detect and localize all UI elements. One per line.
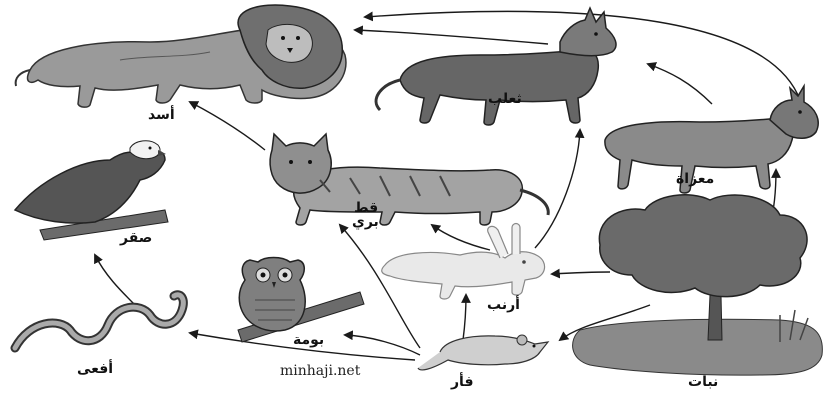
label-lion: أسد <box>148 107 175 123</box>
arrow-plant-to-rabbit <box>552 272 610 274</box>
arrow-mouse-to-owl <box>345 335 420 355</box>
label-goat: معزاة <box>676 171 715 187</box>
arrow-mouse-to-wildcat <box>340 225 420 348</box>
label-wildcat-line2: بري <box>352 214 379 230</box>
snake-icon <box>15 295 183 348</box>
rabbit-icon <box>382 224 545 300</box>
label-eagle: صقر <box>120 230 153 246</box>
wildcat-icon <box>270 134 548 225</box>
arrow-goat-to-fox <box>648 64 712 104</box>
label-owl: بومة <box>293 332 325 348</box>
lion-icon <box>16 5 346 107</box>
fox-icon <box>376 8 616 125</box>
label-wildcat-line1: قط <box>354 200 379 216</box>
tree-icon <box>573 195 823 375</box>
arrow-rabbit-to-fox <box>535 130 580 248</box>
mouse-icon <box>418 335 548 370</box>
label-mouse: فأر <box>451 374 474 390</box>
owl-icon <box>238 258 364 343</box>
arrow-mouse-to-rabbit <box>463 295 466 340</box>
arrow-snake-to-eagle <box>95 255 135 305</box>
label-rabbit: أرنب <box>487 297 520 313</box>
label-plant: نبات <box>688 374 719 390</box>
eagle-icon <box>15 141 168 240</box>
label-fox: ثعلب <box>488 91 522 107</box>
arrow-rabbit-to-wildcat <box>432 225 490 250</box>
watermark-text: minhaji.net <box>280 363 361 379</box>
arrow-fox-to-lion <box>355 30 548 44</box>
label-snake: أفعى <box>77 361 114 377</box>
arrow-wildcat-to-lion <box>190 102 265 150</box>
